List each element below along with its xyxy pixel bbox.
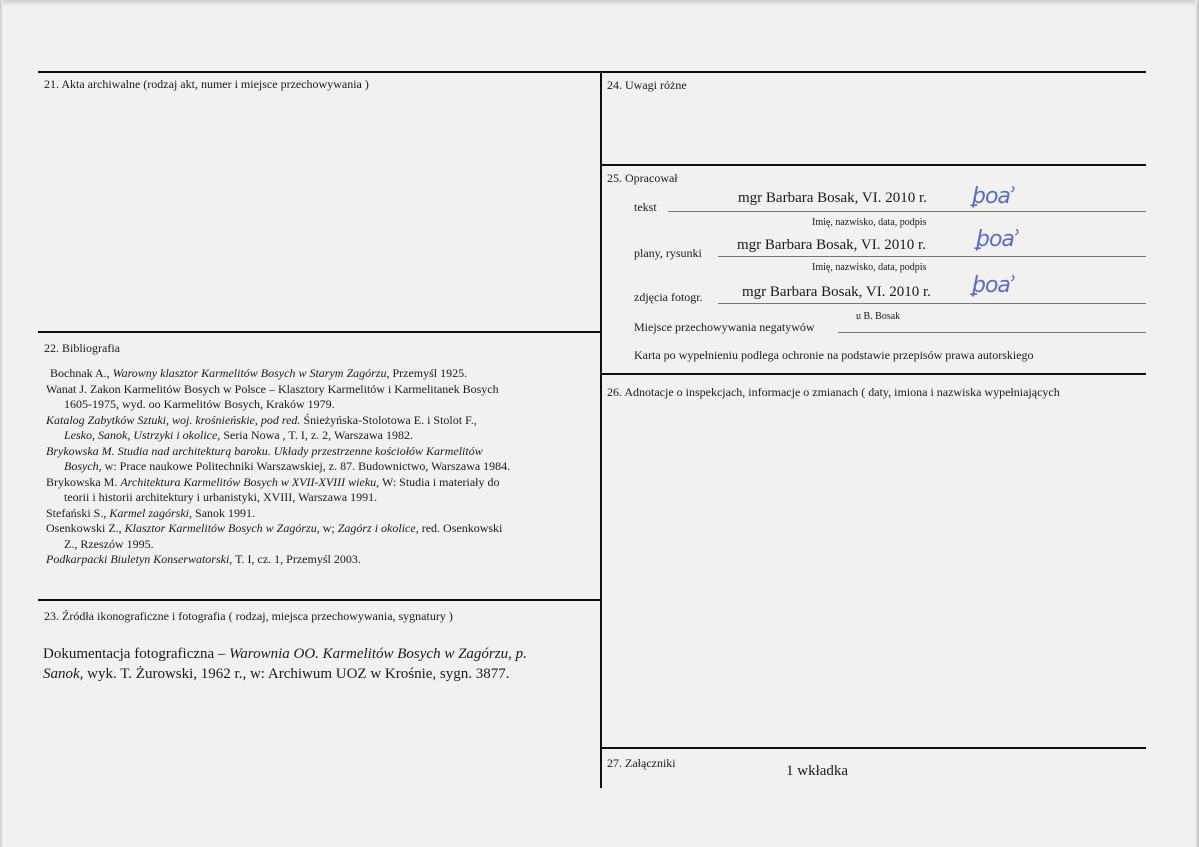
- negatywy-line: [838, 332, 1146, 333]
- section-23-text: Dokumentacja fotograficzna – Warownia OO. Karmelitów Bosych w Zagórzu, p. Sanok, wyk. T. Żurowski, 1962 r., w: Archiwum UOZ w Krośnie, sygn. 3877.: [43, 646, 527, 682]
- caption-1: Imię, nazwisko, data, podpis: [812, 217, 927, 228]
- rule-26-27: [600, 747, 1146, 749]
- karta-note: Karta po wypełnieniu podlega ochronie na podstawie przepisów prawa autorskiego: [634, 348, 1034, 362]
- tekst-value: mgr Barbara Bosak, VI. 2010 r.: [738, 190, 927, 206]
- zdjecia-value: mgr Barbara Bosak, VI. 2010 r.: [742, 284, 931, 300]
- negatywy-value: u B. Bosak: [856, 311, 901, 322]
- bibliography-entry: Brykowska M. Studia nad architekturą baroku. Układy przestrzenne kościołów Karmelitów Bosych, w: Prace naukowe Politechniki Warszawskiej, z. 87. Budownictwo, Warszawa 1984.: [46, 443, 511, 473]
- section-26-label: 26. Adnotacje o inspekcjach, informacje o zmianach ( daty, imiona i nazwiska wypełniających: [607, 385, 1060, 399]
- scan-edge-right: [1195, 0, 1199, 847]
- bibliography-entry: Brykowska M. Architektura Karmelitów Bosych w XVII-XVIII wieku, W: Studia i materiały do teorii i historii architektury i urbanistyki, XVIII, Warszawa 1991.: [46, 474, 500, 504]
- zdjecia-line: [718, 303, 1146, 304]
- bibliography-entry: Stefański S., Karmel zagórski, Sanok 1991.: [46, 505, 256, 520]
- bibliography-entry: Bochnak A., Warowny klasztor Karmelitów Bosych w Starym Zagórzu, Przemyśl 1925.: [50, 366, 468, 380]
- plany-value: mgr Barbara Bosak, VI. 2010 r.: [737, 237, 926, 253]
- tekst-label: tekst: [634, 200, 657, 214]
- rule-22-23: [38, 599, 601, 601]
- plany-line: [718, 256, 1146, 257]
- section-23-label: 23. Źródła ikonograficzne i fotografia ( rodzaj, miejsca przechowywania, sygnatury ): [44, 609, 453, 623]
- bibliography-entry: Podkarpacki Biuletyn Konserwatorski, T. I, cz. 1, Przemyśl 2003.: [46, 552, 361, 566]
- section-27-label: 27. Załączniki: [607, 756, 676, 770]
- scan-edge-top: [0, 0, 1199, 6]
- bibliography-list: [46, 366, 591, 568]
- center-divider: [600, 71, 602, 788]
- caption-2: Imię, nazwisko, data, podpis: [812, 262, 927, 273]
- section-25-label: 25. Opracował: [607, 171, 678, 185]
- bibliography-entry: Wanat J. Zakon Karmelitów Bosych w Polsce – Klasztory Karmelitów i Karmelitanek Bosych 1605-1975, wyd. oo Karmelitów Bosych, Kraków 1979.: [46, 381, 499, 411]
- rule-21-22: [38, 331, 601, 333]
- section-24-label: 24. Uwagi różne: [607, 78, 687, 92]
- negatywy-label: Miejsce przechowywania negatywów: [634, 320, 815, 334]
- section-21-label: 21. Akta archiwalne (rodzaj akt, numer i miejsce przechowywania ): [44, 77, 369, 91]
- section-22-label: 22. Bibliografia: [44, 341, 120, 355]
- signature-3: ꝧoẚ: [972, 273, 1010, 298]
- bibliography-entry: Osenkowski Z., Klasztor Karmelitów Bosych w Zagórzu, w; Zagórz i okolice, red. Osenkowski Z., Rzeszów 1995.: [46, 521, 503, 551]
- scan-edge-left: [0, 0, 3, 847]
- signature-1: ꝧoẚ: [972, 184, 1010, 209]
- plany-label: plany, rysunki: [634, 246, 702, 260]
- rule-24-25: [600, 164, 1146, 166]
- bibliography-entry: Katalog Zabytków Sztuki, woj. krośnieńskie, pod red. Śnieżyńska-Stolotowa E. i Stolot F., Lesko, Sanok, Ustrzyki i okolice, Seria Nowa , T. I, z. 2, Warszawa 1982.: [46, 412, 477, 442]
- top-rule: [38, 71, 1146, 73]
- signature-2: ꝧoẚ: [976, 227, 1014, 252]
- zdjecia-label: zdjęcia fotogr.: [634, 290, 703, 304]
- attachments-value: 1 wkładka: [786, 763, 849, 779]
- tekst-line: [668, 211, 1146, 212]
- rule-25-26: [600, 373, 1146, 375]
